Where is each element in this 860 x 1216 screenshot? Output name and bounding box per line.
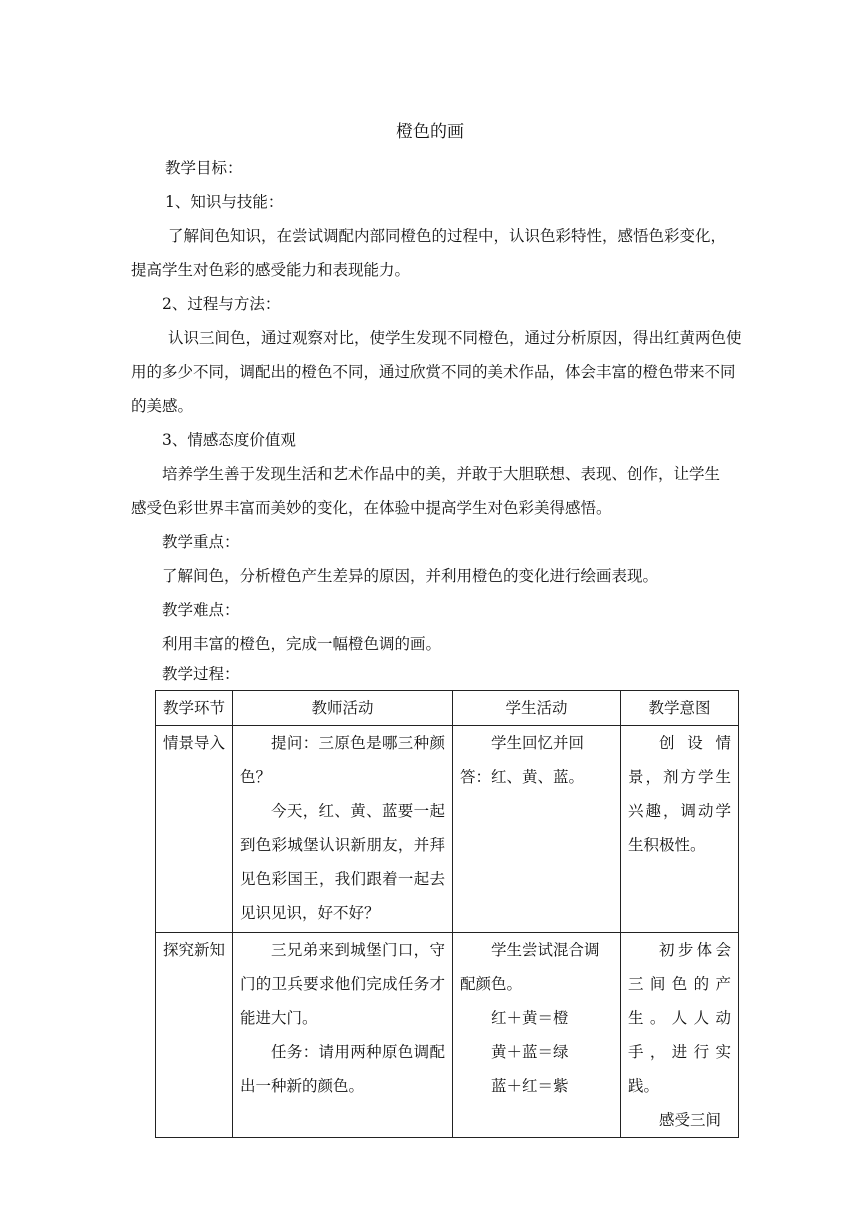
table-row [156, 933, 739, 1138]
objective-3-heading: 3、情感态度价值观 [162, 431, 296, 449]
intent-text: 初步体会三间色的产生。人人动手，进行实践。 [628, 941, 731, 1095]
header-teacher-activity: 教师活动 [233, 691, 453, 726]
student-text: 红＋黄＝橙 [491, 1009, 569, 1027]
difficulty-heading: 教学难点： [162, 601, 240, 619]
key-points-heading: 教学重点： [162, 533, 240, 551]
teacher-cell [233, 726, 453, 933]
teacher-text: 任务：请用两种原色调配出一种新的颜色。 [240, 1043, 445, 1095]
key-points-text: 了解间色，分析橙色产生差异的原因，并利用橙色的变化进行绘画表现。 [162, 567, 659, 585]
stage-cell [156, 933, 233, 1138]
student-text: 蓝＋红＝紫 [491, 1077, 569, 1095]
student-text: 学生尝试混合调配颜色。 [460, 941, 600, 993]
intent-text: 感受三间 [659, 1111, 722, 1129]
objective-2-text: 认识三间色，通过观察对比，使学生发现不同橙色，通过分析原因，得出红黄两色使用的多少不同，调配出的橙色不同，通过欣赏不同的美术作品，体会丰富的橙色带来不同的美感。 [131, 329, 742, 415]
process-heading: 教学过程： [162, 665, 240, 683]
intent-cell [621, 726, 739, 933]
student-text: 学生回忆并回答：红、黄、蓝。 [460, 734, 585, 786]
header-stage: 教学环节 [156, 691, 233, 726]
document-title: 橙色的画 [396, 122, 464, 142]
table-header-row [156, 691, 739, 726]
intent-text: 创设情景，剂方学生兴趣，调动学生积极性。 [628, 734, 731, 854]
header-intent: 教学意图 [621, 691, 739, 726]
teacher-text: 三兄弟来到城堡门口，守门的卫兵要求他们完成任务才能进大门。 [240, 941, 445, 1027]
difficulty-text: 利用丰富的橙色，完成一幅橙色调的画。 [162, 635, 442, 653]
teacher-cell [233, 933, 453, 1138]
table-row [156, 726, 739, 933]
teacher-text: 今天，红、黄、蓝要一起到色彩城堡认识新朋友，并拜见色彩国王，我们跟着一起去见识见识，好不好？ [240, 802, 445, 922]
objective-2-heading: 2、过程与方法： [162, 295, 281, 313]
lesson-plan-table [155, 690, 739, 1138]
objective-3-text: 培养学生善于发现生活和艺术作品中的美，并敢于大胆联想、表现、创作，让学生感受色彩世界丰富而美妙的变化，在体验中提高学生对色彩美得感悟。 [131, 465, 721, 517]
objective-1-heading: 1、知识与技能： [165, 193, 284, 211]
student-text: 黄＋蓝＝绿 [491, 1043, 569, 1061]
objectives-heading: 教学目标： [165, 159, 243, 177]
student-cell [453, 933, 621, 1138]
student-cell [453, 726, 621, 933]
stage-text: 探究新知 [163, 941, 226, 959]
teacher-text: 提问：三原色是哪三种颜色？ [240, 734, 445, 786]
stage-cell [156, 726, 233, 933]
intent-cell [621, 933, 739, 1138]
stage-text: 情景导入 [163, 734, 226, 752]
objective-1-text: 了解间色知识，在尝试调配内部同橙色的过程中，认识色彩特性，感悟色彩变化，提高学生对色彩的感受能力和表现能力。 [131, 227, 727, 279]
header-student-activity: 学生活动 [453, 691, 621, 726]
